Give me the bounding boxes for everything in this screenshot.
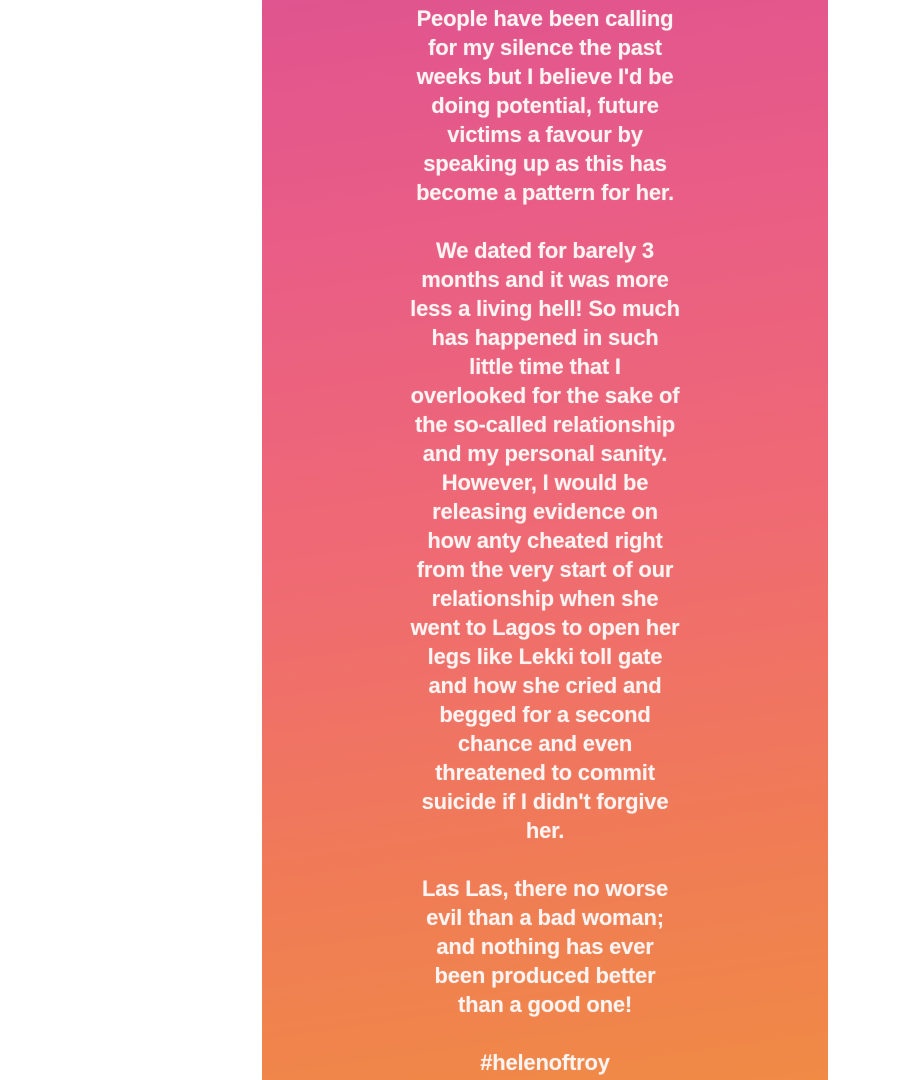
story-paragraph-2 — [262, 236, 828, 845]
story-line: chance and even — [457, 731, 633, 756]
story-line: how anty cheated right — [427, 528, 663, 553]
story-line: little time that I — [469, 354, 621, 379]
story-line: victims a favour by — [447, 122, 643, 147]
story-line: and my personal sanity. — [422, 441, 668, 466]
story-line: than a good one! — [457, 992, 632, 1017]
story-line: from the very start of our — [416, 557, 674, 582]
story-paragraph-1 — [262, 4, 828, 207]
story-line: People have been calling — [416, 6, 674, 31]
story-line: become a pattern for her. — [416, 180, 674, 205]
story-line: doing potential, future — [431, 93, 659, 118]
story-line: been produced better — [434, 963, 656, 988]
story-line: evil than a bad woman; — [426, 905, 664, 930]
story-line: Las Las, there no worse — [421, 876, 669, 901]
story-line: releasing evidence on — [432, 499, 658, 524]
story-line: and how she cried and — [428, 673, 662, 698]
story-paragraph-3 — [262, 874, 828, 1019]
story-line: suicide if I didn't forgive — [421, 789, 669, 814]
story-line: relationship when she — [431, 586, 659, 611]
story-line: However, I would be — [441, 470, 649, 495]
story-panel[interactable] — [262, 0, 828, 1080]
story-line: speaking up as this has — [423, 151, 667, 176]
story-line: overlooked for the sake of — [410, 383, 680, 408]
story-line: went to Lagos to open her — [410, 615, 680, 640]
story-line: less a living hell! So much — [410, 296, 680, 321]
story-line: for my silence the past — [428, 35, 662, 60]
story-line: months and it was more — [421, 267, 669, 292]
story-line: and nothing has ever — [436, 934, 654, 959]
story-line: threatened to commit — [435, 760, 655, 785]
story-line: weeks but I believe I'd be — [416, 64, 674, 89]
story-line: begged for a second — [439, 702, 651, 727]
story-line: the so-called relationship — [414, 412, 676, 437]
story-line: her. — [525, 818, 565, 843]
story-line: We dated for barely 3 — [436, 238, 654, 263]
story-line: legs like Lekki toll gate — [427, 644, 663, 669]
story-hashtag — [262, 1048, 828, 1077]
hashtag-text: #helenoftroy — [480, 1050, 610, 1075]
story-text — [262, 4, 828, 1077]
story-line: has happened in such — [431, 325, 659, 350]
